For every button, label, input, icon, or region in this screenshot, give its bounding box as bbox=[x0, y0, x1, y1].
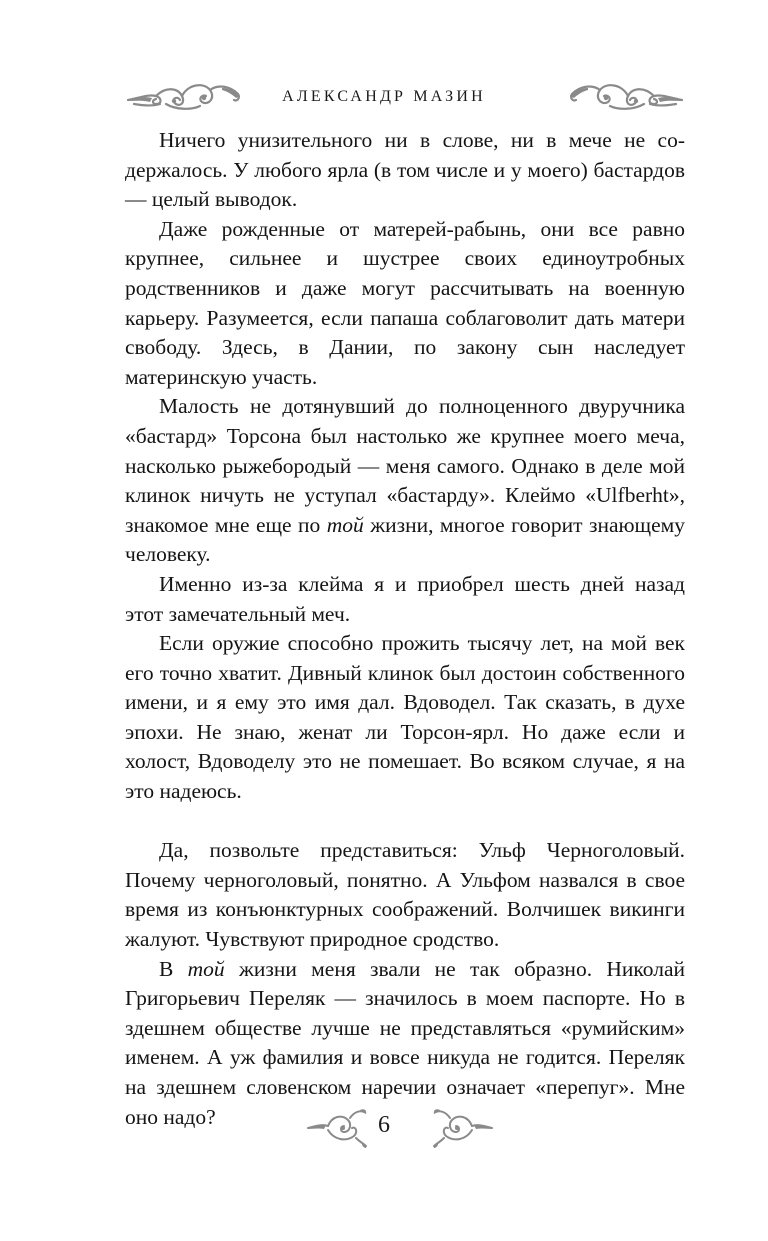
paragraph-text: Именно из-за клейма я и приобрел шесть дней назад этот замечательный меч. bbox=[125, 571, 685, 626]
paragraph-text: В bbox=[159, 956, 188, 981]
paragraph-text: Если оружие способно прожить тысячу лет, на мой век его точно хватит. Дивный клинок был достоин собственного имени, и я ему это имя дал. Вдоводел. Так сказать, в духе эпохи. Не знаю, женат ли Торсон-ярл. Но даже если и холост, Вдоводелу это не помешает. Во всяком случае, я на это надеюсь. bbox=[125, 631, 685, 804]
emphasis-text: той bbox=[187, 956, 225, 981]
floral-ornament-icon bbox=[432, 1106, 494, 1150]
paragraph bbox=[125, 629, 685, 807]
paragraph-text: жизни меня звали не так образно. Николай Григорьевич Переляк — значилось в моем паспорте. Но в здешнем обществе лучше не представляться «румийским» именем. А уж фамилия и вовсе никуда не годится. Переляк на здешнем словенском наречии означает «перепуг». Мне оно надо? bbox=[125, 956, 686, 1129]
emphasis-text: той bbox=[326, 512, 364, 537]
page-footer bbox=[0, 1106, 768, 1156]
body-text bbox=[125, 126, 685, 1132]
paragraph bbox=[125, 570, 685, 629]
paragraph-text: Да, позвольте представиться: Ульф Черноголовый. Почему черноголовый, понятно. А Ульфом назвался в свое время из конъюнктурных соображений. Волчишек викинги жалуют. Чувствуют природное сродство. bbox=[125, 838, 685, 952]
page-number: 6 bbox=[378, 1112, 390, 1138]
paragraph bbox=[125, 215, 685, 393]
running-head: АЛЕКСАНДР МАЗИН bbox=[282, 88, 486, 105]
paragraph bbox=[125, 392, 685, 570]
paragraph-text: Даже рожденные от матерей-рабынь, они все равно крупнее, сильнее и шустрее своих единоутробных родственников и даже могут рассчитывать на военную карьеру. Разумеется, если папаша соблаговолит дать матери свободу. Здесь, в Дании, по закону сын наследует материнскую участь. bbox=[125, 216, 685, 389]
page-header bbox=[0, 74, 768, 114]
paragraph bbox=[125, 126, 685, 215]
paragraph-text: Малость не дотянувший до полноценного двуручника «бастард» Торсона был настолько же крупнее моего меча, насколько рыжебородый — меня самого. Однако в деле мой клинок ничуть не уступал «бастарду». Клеймо «Ulfberht», знакомое мне еще по bbox=[125, 394, 685, 537]
scroll-ornament-icon bbox=[566, 74, 684, 114]
paragraph-text: Ничего унизительного ни в слове, ни в мече не содержалось. У любого ярла (в том числе и у моего) бастардов — целый выводок. bbox=[125, 128, 685, 212]
paragraph bbox=[125, 836, 685, 954]
paragraph-text: жизни, многое говорит знающему человеку. bbox=[125, 512, 686, 567]
